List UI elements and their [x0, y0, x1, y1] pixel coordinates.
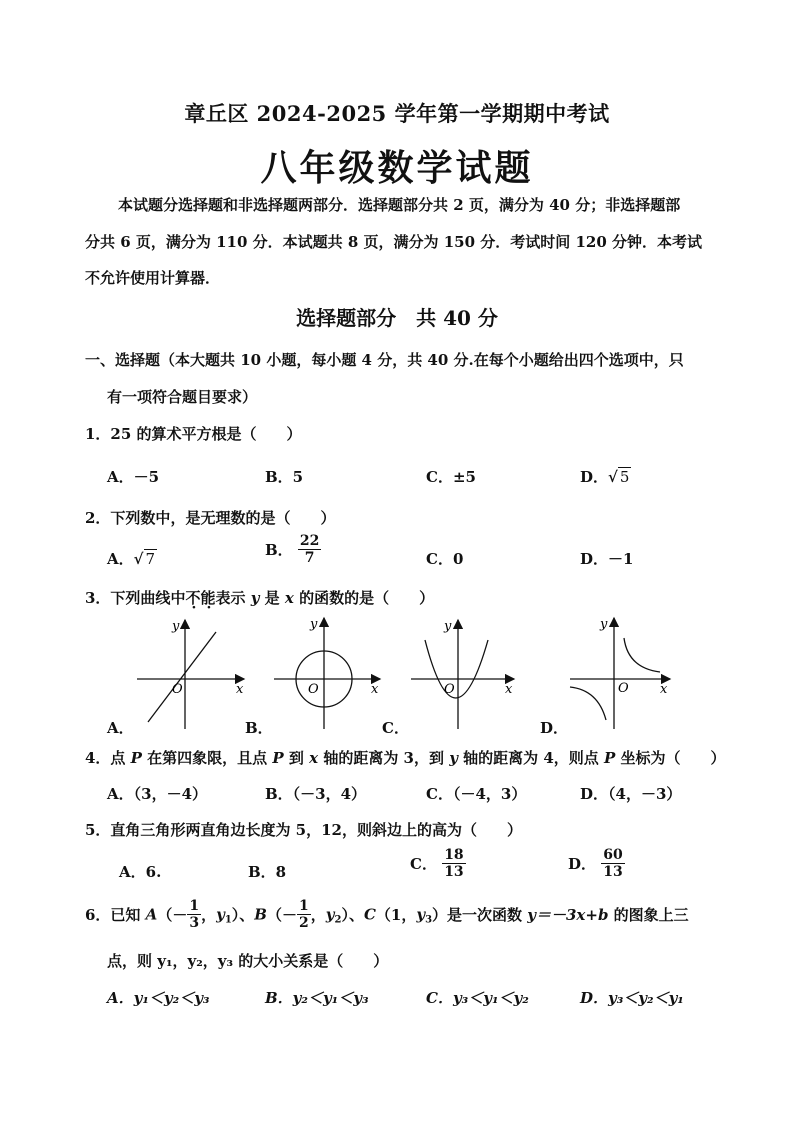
- q3-stem-part: 表示: [215, 589, 251, 607]
- line-curve: [148, 632, 216, 722]
- q6-subscript: 1: [224, 914, 232, 926]
- q6-fraction-1: [187, 898, 201, 931]
- q6-point-a: A: [145, 905, 158, 924]
- q5-option-b: B．8: [248, 863, 287, 881]
- q6-stem-part: ）、: [231, 906, 255, 925]
- q3-option-a: A．: [107, 719, 134, 737]
- q6-option-c: C．y₃＜y₁＜y₂: [426, 989, 529, 1007]
- q3-var-y: y: [250, 589, 260, 607]
- axis-x-label: x: [236, 682, 244, 697]
- graph-b-circle: [274, 617, 380, 729]
- q6-subscript: 3: [425, 914, 433, 926]
- q4-stem-part: 到: [283, 749, 310, 767]
- origin-label: O: [444, 682, 455, 697]
- q1-option-d: [580, 466, 631, 487]
- q6-subscript: 2: [334, 914, 342, 926]
- q3-stem: [85, 587, 434, 608]
- q6-stem-line-1: [85, 898, 689, 931]
- hyperbola-branch-1: [624, 638, 660, 672]
- q3-stem-emphasis-neng: 能: [200, 589, 216, 607]
- origin-label: O: [308, 682, 319, 697]
- axis-x-label: x: [371, 682, 379, 697]
- q4-stem-part: 在第四象限，且点: [141, 749, 273, 767]
- q3-stem-part: 的函数的是（ ）: [293, 589, 435, 607]
- parabola-curve: [425, 640, 488, 698]
- q6-fraction-2: [297, 898, 311, 931]
- q6-option-b: B．y₂＜y₁＜y₃: [265, 989, 369, 1007]
- q6-function-expression: y＝－3x+b: [527, 906, 609, 925]
- fraction-denominator: 3: [189, 915, 200, 932]
- q1-option-b: B．5: [265, 468, 304, 486]
- q6-point-b: B: [254, 905, 267, 924]
- hyperbola-branch-2: [570, 687, 606, 720]
- fraction-denominator: 2: [299, 915, 309, 932]
- graph-a-line: [137, 619, 244, 729]
- q4-var-p: P: [604, 749, 616, 767]
- q6-stem-part: ，: [310, 906, 326, 925]
- q1-option-c: C．±5: [426, 468, 476, 486]
- fraction-denominator: 7: [304, 550, 315, 567]
- axis-x-label: x: [505, 682, 513, 697]
- q6-stem-part: 的图象上三: [608, 906, 689, 925]
- q3-option-c: C．: [382, 719, 409, 737]
- q2-option-b-label: B．: [265, 541, 293, 560]
- q2-option-a: [107, 548, 157, 569]
- q2-option-c: C．0: [426, 550, 464, 568]
- q1-option-d-radicand: 5: [619, 468, 630, 486]
- q4-option-d: D．（4，－3）: [580, 785, 682, 803]
- q6-stem-part: 6．已知: [85, 906, 146, 925]
- graph-d-hyperbola: [570, 617, 670, 729]
- q4-option-b: B．（－3，4）: [265, 785, 367, 803]
- q3-var-x: x: [284, 589, 294, 607]
- fraction-numerator: 18: [444, 847, 464, 863]
- axis-y-label: y: [172, 619, 180, 634]
- q6-stem-line-2: 点，则 y₁，y₂，y₃ 的大小关系是（ ）: [107, 952, 389, 970]
- q2-option-a-radicand: 7: [145, 550, 156, 568]
- q3-option-b: B．: [245, 719, 273, 737]
- q6-var-y1: y: [216, 905, 225, 924]
- q4-var-y: y: [449, 749, 458, 767]
- q4-stem-part: 4．点: [85, 749, 131, 767]
- q4-var-p: P: [272, 749, 284, 767]
- q4-stem: [85, 747, 726, 768]
- graph-c-parabola: [411, 619, 514, 729]
- exam-title: 章丘区 2024-2025 学年第一学期期中考试: [184, 101, 610, 126]
- q2-stem: 2．下列数中，是无理数的是（ ）: [85, 509, 336, 527]
- axis-y-label: y: [444, 619, 452, 634]
- sqrt-symbol: √ 5: [608, 468, 630, 486]
- q2-option-b: [265, 533, 321, 566]
- q5-option-c-fraction: [442, 847, 465, 880]
- q6-option-d: D．y₃＜y₂＜y₁: [580, 989, 684, 1007]
- exam-subject-title: 八年级数学试题: [260, 147, 534, 189]
- q2-option-a-label: A．: [107, 550, 134, 568]
- q4-option-a: A．（3，－4）: [107, 785, 208, 803]
- q6-stem-part: （1，: [375, 906, 417, 925]
- q2-option-d: D．－1: [580, 550, 634, 568]
- q4-var-x: x: [309, 749, 319, 767]
- origin-label: O: [172, 682, 183, 697]
- q6-stem-part: （－: [157, 906, 188, 925]
- q6-point-c: C: [363, 905, 376, 924]
- q5-option-d-label: D．: [568, 855, 597, 874]
- q5-option-d-fraction: [601, 847, 624, 880]
- fraction-numerator: 22: [299, 533, 320, 549]
- q5-option-a: A．6.: [119, 863, 162, 881]
- q4-option-c: C．（－4，3）: [426, 785, 527, 803]
- q4-var-p: P: [130, 749, 142, 767]
- q3-stem-part: 是: [259, 589, 285, 607]
- axis-y-label: y: [310, 617, 318, 632]
- fraction-denominator: 13: [603, 864, 623, 881]
- intro-line-2: 分共 6 页，满分为 110 分．本试题共 8 页，满分为 150 分．考试时间 120 分钟．本考试: [85, 233, 703, 251]
- q1-option-d-label: D．: [580, 468, 609, 486]
- q4-stem-part: 轴的距离为 3，到: [318, 749, 450, 767]
- fraction-denominator: 13: [444, 864, 464, 881]
- q5-stem: 5．直角三角形两直角边长度为 5，12，则斜边上的高为（ ）: [85, 821, 522, 839]
- q6-stem-part: ）是一次函数: [432, 906, 528, 925]
- intro-line-3: 不允许使用计算器．: [85, 269, 221, 287]
- q6-var-y2: y: [325, 905, 335, 924]
- section-title: 选择题部分 共 40 分: [296, 306, 498, 330]
- part1-heading-line-2: 有一项符合题目要求）: [107, 388, 258, 406]
- q6-stem-part: ，: [201, 906, 217, 925]
- q4-stem-part: 坐标为（ ）: [615, 749, 726, 767]
- q5-option-d: [568, 847, 625, 880]
- part1-heading-line-1: 一、选择题（本大题共 10 小题，每小题 4 分，共 40 分.在每个小题给出四个选项中，只: [85, 351, 684, 369]
- q5-option-c-label: C．: [410, 855, 437, 874]
- q5-option-c: [410, 847, 466, 880]
- axis-x-label: x: [660, 682, 668, 697]
- axis-y-label: y: [600, 617, 608, 632]
- q1-option-a: A．－5: [107, 468, 160, 486]
- q1-stem: 1．25 的算术平方根是（ ）: [85, 425, 302, 443]
- q3-option-d: D．: [540, 719, 569, 737]
- intro-line-1: 本试题分选择题和非选择题两部分．选择题部分共 2 页，满分为 40 分；非选择题部: [118, 196, 681, 214]
- origin-label: O: [618, 681, 629, 696]
- q6-option-a: A．y₁＜y₂＜y₃: [107, 989, 210, 1007]
- q3-stem-part: 3．下列曲线中: [85, 589, 186, 607]
- fraction-numerator: 60: [603, 847, 623, 863]
- fraction-numerator: 1: [189, 898, 200, 914]
- q2-option-b-fraction: [298, 533, 321, 566]
- sqrt-symbol: √ 7: [133, 550, 156, 568]
- q3-stem-emphasis-bu: 不: [185, 589, 201, 607]
- fraction-numerator: 1: [299, 898, 309, 914]
- q6-stem-part: （－: [266, 906, 297, 925]
- q4-stem-part: 轴的距离为 4，则点: [457, 749, 605, 767]
- q6-var-y3: y: [416, 905, 426, 924]
- q6-stem-part: ）、: [341, 906, 364, 925]
